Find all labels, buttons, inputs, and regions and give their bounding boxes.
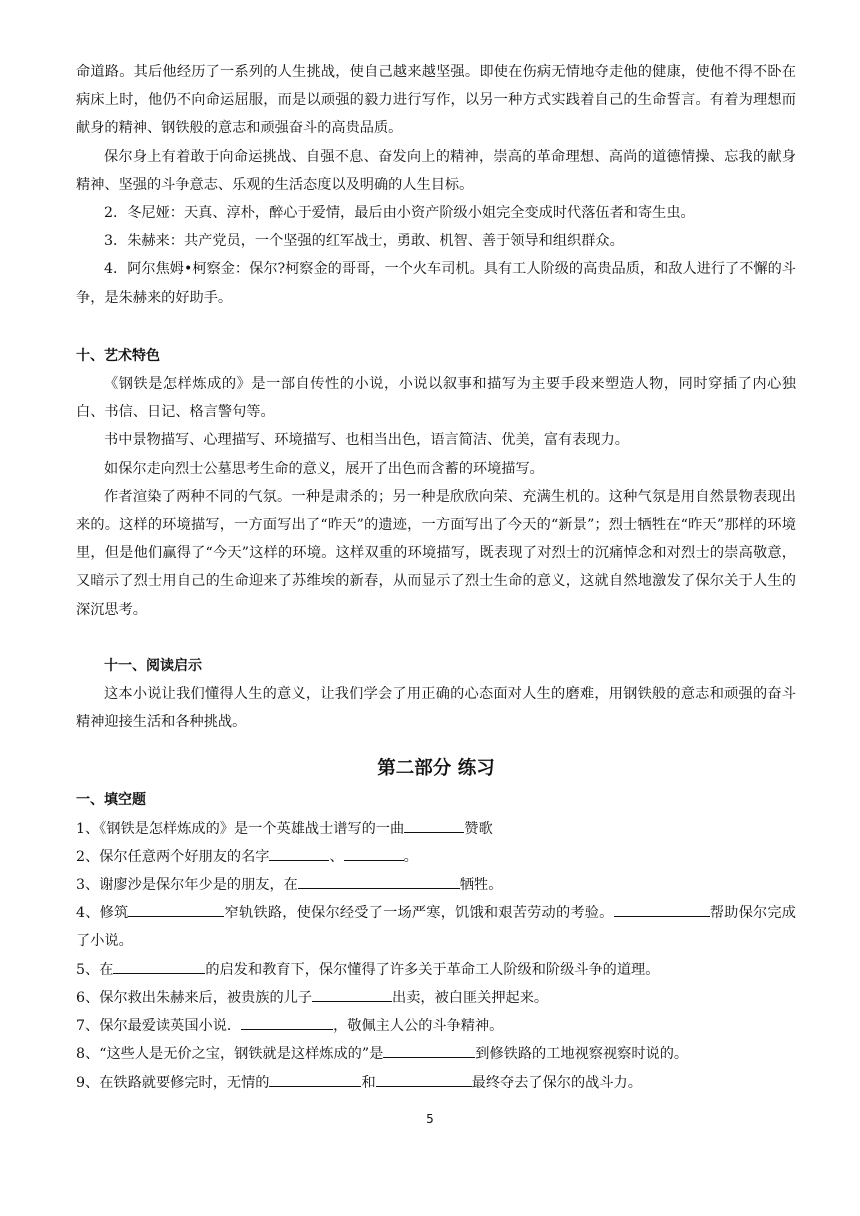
question-text: 9、在铁路就要修完时，无情的 bbox=[76, 1074, 270, 1091]
question-item bbox=[76, 871, 796, 899]
answer-blank[interactable] bbox=[298, 871, 460, 889]
answer-blank[interactable] bbox=[344, 843, 404, 861]
page-number: 5 bbox=[426, 1112, 434, 1126]
answer-blank[interactable] bbox=[241, 1012, 333, 1030]
answer-blank[interactable] bbox=[376, 1069, 472, 1087]
question-text: 和 bbox=[361, 1074, 376, 1091]
question-text: 牺牲。 bbox=[459, 877, 503, 894]
answer-blank[interactable] bbox=[269, 843, 329, 861]
exercise-heading: 一、填空题 bbox=[76, 792, 146, 809]
question-item bbox=[76, 984, 796, 1012]
answer-blank[interactable] bbox=[614, 899, 710, 917]
question-text: 7、保尔最爱读英国小说． bbox=[76, 1018, 242, 1035]
body-paragraph: 书中景物描写、心理描写、环境描写、也相当出色，语言简洁、优美，富有表现力。 bbox=[104, 432, 629, 449]
body-paragraph: 如保尔走向烈士公墓思考生命的意义，展开了出色而含蓄的环境描写。 bbox=[104, 460, 544, 477]
answer-blank[interactable] bbox=[404, 815, 464, 833]
section-heading: 十、艺术特色 bbox=[76, 347, 160, 364]
intro-paragraph: 命道路。其后他经历了一系列的人生挑战，使自己越来越坚强。即使在伤病无情地夺走他的健康，使他不得不卧在病床上时，他仍不向命运屈服，而是以顽强的毅力进行写作，以另一种方式实践着自己的生命誓言。有着为理想而献身的精神、钢铁般的意志和顽强奋斗的高贵品质。 bbox=[76, 64, 796, 137]
question-text: 窄轨铁路，使保尔经受了一场严寒，饥饿和艰苦劳动的考验。 bbox=[224, 905, 614, 922]
question-item bbox=[76, 815, 796, 843]
section-heading: 十一、阅读启示 bbox=[104, 657, 202, 674]
document-page bbox=[76, 58, 796, 1097]
part-title: 第二部分 练习 bbox=[377, 758, 495, 780]
intro-paragraph: 保尔身上有着敢于向命运挑战、自强不息、奋发向上的精神，崇高的革命理想、高尚的道德情操、忘我的献身精神、坚强的斗争意志、乐观的生活态度以及明确的人生目标。 bbox=[76, 148, 796, 193]
question-text: 赞歌 bbox=[464, 820, 493, 837]
answer-blank[interactable] bbox=[269, 1069, 361, 1087]
question-text: 4、修筑 bbox=[76, 905, 129, 922]
character-item: 4．阿尔焦姆•柯察金：保尔?柯察金的哥哥，一个火车司机。具有工人阶级的高贵品质，和敌人进行了不懈的斗争，是朱赫来的好助手。 bbox=[76, 261, 796, 306]
question-item bbox=[76, 1069, 796, 1097]
question-text: 出卖，被白匪关押起来。 bbox=[392, 989, 549, 1006]
body-paragraph: 作者渲染了两种不同的气氛。一种是肃杀的；另一种是欣欣向荣、充满生机的。这种气氛是用自然景物表现出来的。这样的环境描写，一方面写出了“昨天”的遗迹，一方面写出了今天的“新景”；烈士牺牲在“昨天”那样的环境里，但是他们赢得了“今天”这样的环境。这样双重的环境描写，既表现了对烈士的沉痛悼念和对烈士的崇高敬意，又暗示了烈士用自己的生命迎来了苏维埃的新春，从而显示了烈士生命的意义，这就自然地激发了保尔关于人生的深沉思考。 bbox=[76, 488, 796, 618]
question-item bbox=[76, 1040, 796, 1068]
character-item: 2．冬尼娅：天真、淳朴，醉心于爱情，最后由小资产阶级小姐完全变成时代落伍者和寄生虫。 bbox=[104, 205, 695, 222]
question-item bbox=[76, 956, 796, 984]
body-paragraph: 这本小说让我们懂得人生的意义，让我们学会了用正确的心态面对人生的磨难，用钢铁般的意志和顽强的奋斗精神迎接生活和各种挑战。 bbox=[76, 686, 796, 731]
answer-blank[interactable] bbox=[113, 956, 205, 974]
character-item: 3．朱赫来：共产党员，一个坚强的红军战士，勇敢、机智、善于领导和组织群众。 bbox=[104, 233, 624, 250]
question-item bbox=[76, 899, 796, 955]
answer-blank[interactable] bbox=[383, 1040, 475, 1058]
question-text: 3、谢廖沙是保尔年少是的朋友，在 bbox=[76, 877, 298, 894]
question-text: 。 bbox=[403, 848, 418, 865]
question-text: 帮助保尔完成了小说。 bbox=[76, 905, 796, 950]
question-text: ，敬佩主人公的斗争精神。 bbox=[333, 1018, 504, 1035]
question-item bbox=[76, 1012, 796, 1040]
answer-blank[interactable] bbox=[312, 984, 392, 1002]
question-text: 到修铁路的工地视察视察时说的。 bbox=[475, 1046, 689, 1063]
answer-blank[interactable] bbox=[128, 899, 224, 917]
question-text: 5、在 bbox=[76, 961, 114, 978]
question-item bbox=[76, 843, 796, 871]
question-text: 1、《钢铁是怎样炼成的》是一个英雄战士谱写的一曲 bbox=[76, 820, 405, 837]
question-text: 的启发和教育下，保尔懂得了许多关于革命工人阶级和阶级斗争的道理。 bbox=[205, 961, 660, 978]
body-paragraph: 《钢铁是怎样炼成的》是一部自传性的小说，小说以叙事和描写为主要手段来塑造人物，同时穿插了内心独白、书信、日记、格言警句等。 bbox=[76, 376, 796, 421]
question-text: 最终夺去了保尔的战斗力。 bbox=[471, 1074, 642, 1091]
question-text: 8、“这些人是无价之宝，钢铁就是这样炼成的”是 bbox=[76, 1046, 384, 1063]
question-text: 、 bbox=[329, 848, 344, 865]
question-text: 6、保尔救出朱赫来后，被贵族的儿子 bbox=[76, 989, 313, 1006]
question-text: 2、保尔任意两个好朋友的名字 bbox=[76, 848, 270, 865]
